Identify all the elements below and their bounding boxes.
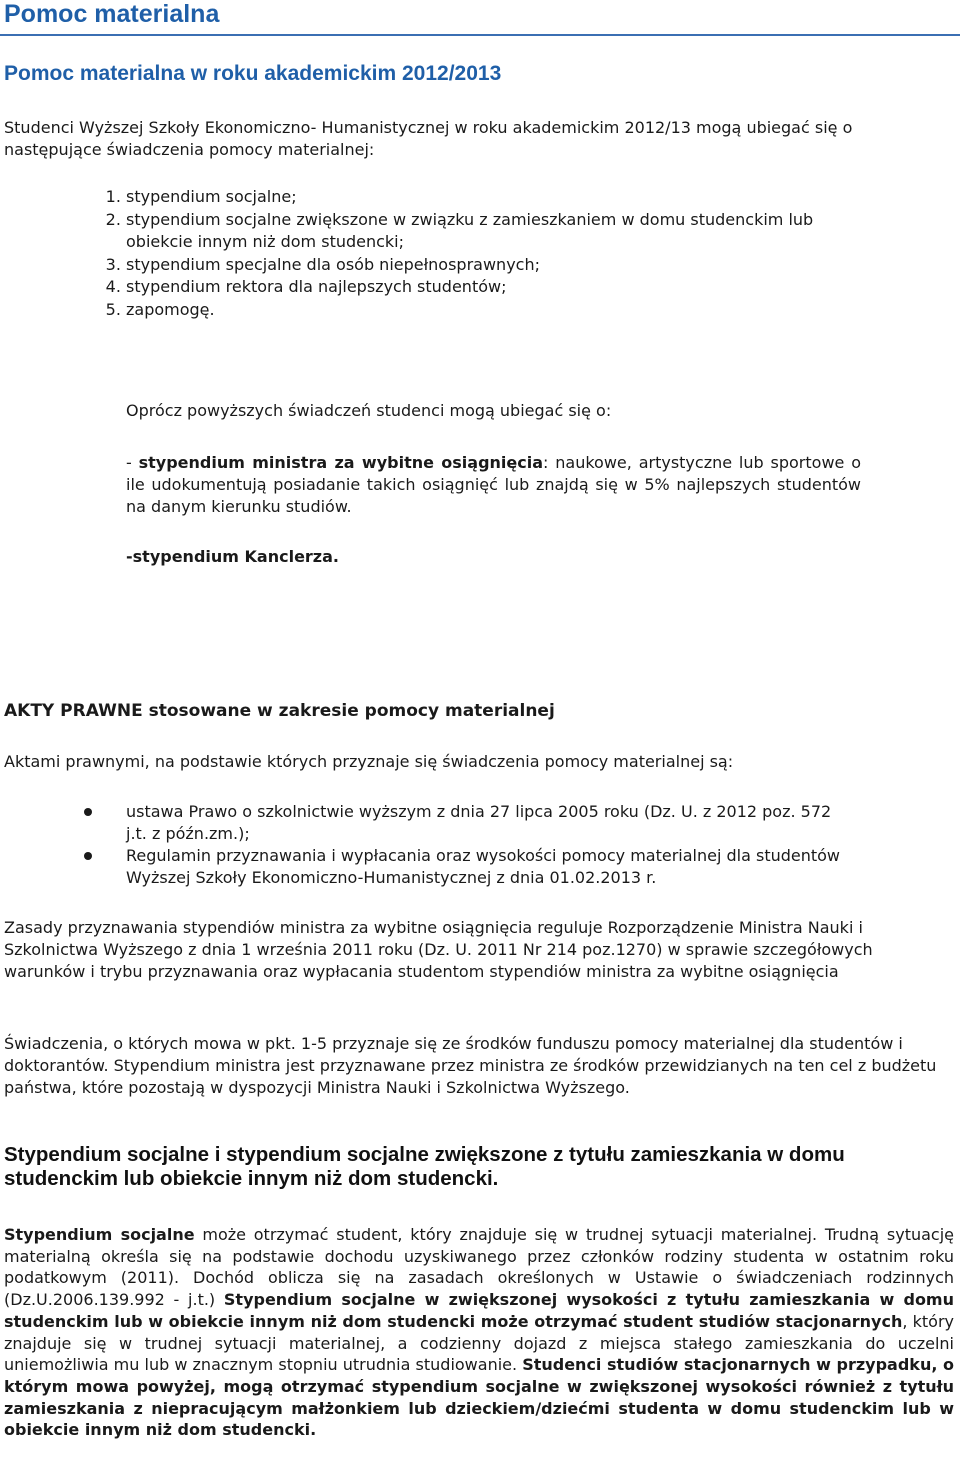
minister-prefix: - (126, 453, 139, 472)
title-divider (0, 34, 960, 36)
legal-act-item (80, 801, 840, 845)
legal-acts-list (80, 801, 840, 889)
benefit-item: 3. stypendium specjalne dla osób niepełnosprawnych; (126, 254, 826, 277)
social-scholarship-heading: Stypendium socjalne i stypendium socjalne zwiększone z tytułu zamieszkania w domu studenckim lub obiekcie innym niż dom studencki. (4, 1143, 845, 1190)
minister-scholarship-title: stypendium ministra za wybitne osiągnięcia (138, 453, 544, 472)
intro-paragraph: Studenci Wyższej Szkoły Ekonomiczno- Humanistycznej w roku akademickim 2012/13 mogą ubiegać się o następujące świadczenia pomocy materialnej: (4, 118, 853, 159)
benefits-list (78, 186, 826, 321)
page-title: Pomoc materialna (4, 0, 220, 28)
bullet-icon (84, 852, 92, 860)
increased-scholarship-conditions: , który znajduje się w trudnej sytuacji materialnej, a codzienny dojazd z miejsca stałego zamieszkania do uczelni uniemożliwia mu lub w znacznym stopniu utrudnia studiowanie. (4, 1311, 955, 1375)
minister-scholarship-paragraph (126, 452, 861, 518)
stationary-students-text: Studenci studiów stacjonarnych w przypadku, o którym mowa powyżej, mogą otrzymać stypendium socjalne w zwiększonej wysokości również z tytułu zamieszkania z niepracującym małżonkiem lub dzieckiem/dziećmi studenta w domu studenckim lub w obiekcie innym niż dom studencki. (4, 1355, 954, 1440)
rules-paragraph: Zasady przyznawania stypendiów ministra za wybitne osiągnięcia reguluje Rozporządzenie Ministra Nauki i Szkolnictwa Wyższego z dnia 1 września 2011 roku (Dz. U. 2011 Nr 214 poz.1270) w sprawie szczegółowych warunków i trybu przyznawania oraz wypłacania studentom stypendiów ministra za wybitne osiągnięcia (4, 918, 873, 981)
funding-paragraph: Świadczenia, o których mowa w pkt. 1-5 przyznaje się ze środków funduszu pomocy materialnej dla studentów i doktorantów. Stypendium ministra jest przyznawane przez ministra ze środków przewidzianych na ten cel z budżetu państwa, które pozostają w dyspozycji Ministra Nauki i Szkolnictwa Wyższego. (4, 1034, 937, 1097)
legal-act-text: ustawa Prawo o szkolnictwie wyższym z dnia 27 lipca 2005 roku (Dz. U. z 2012 poz. 572 j.t. z późn.zm.); (126, 802, 832, 843)
benefit-item: 5. zapomogę. (126, 299, 826, 322)
minister-scholarship-text: : naukowe, artystyczne lub sportowe o ile udokumentują posiadanie takich osiągnięć lub znajdą się w 5% najlepszych studentów na danym kierunku studiów. (126, 453, 862, 516)
benefit-item: 2. stypendium socjalne zwiększone w związku z zamieszkaniem w domu studenckim lub obiekcie innym niż dom studencki; (126, 209, 826, 254)
benefit-item: 1. stypendium socjalne; (126, 186, 826, 209)
other-benefits-intro: Oprócz powyższych świadczeń studenci mogą ubiegać się o: (126, 401, 612, 420)
page-subtitle: Pomoc materialna w roku akademickim 2012/2013 (4, 62, 502, 85)
social-scholarship-text: może otrzymać student, który znajduje się w trudnej sytuacji materialnej. Trudną sytuację materialną określa się na podstawie dochodu uzyskiwanego przez członków rodziny studenta w ostatnim roku podatkowym (2011). Dochód oblicza się na zasadach określonych w Ustawie o świadczeniach rodzinnych (Dz.U.2006.139.992 - j.t.) (4, 1225, 954, 1310)
social-scholarship-paragraph (4, 1224, 954, 1441)
bullet-icon (84, 808, 92, 816)
increased-scholarship-text: Stypendium socjalne w zwiększonej wysokości z tytułu zamieszkania w domu studenckim lub w obiekcie innym niż dom studencki może otrzymać student studiów stacjonarnych (4, 1290, 954, 1331)
legal-act-item (80, 845, 840, 889)
legal-act-text: Regulamin przyznawania i wypłacania oraz wysokości pomocy materialnej dla studentów Wyższej Szkoły Ekonomiczno-Humanistycznej z dnia 01.02.2013 r. (126, 846, 841, 887)
kanclerz-scholarship: -stypendium Kanclerza. (126, 547, 339, 566)
legal-acts-heading: AKTY PRAWNE stosowane w zakresie pomocy materialnej (4, 701, 555, 721)
legal-acts-intro: Aktami prawnymi, na podstawie których przyznaje się świadczenia pomocy materialnej są: (4, 752, 734, 771)
social-scholarship-term: Stypendium socjalne (4, 1225, 195, 1244)
benefit-item: 4. stypendium rektora dla najlepszych studentów; (126, 276, 826, 299)
